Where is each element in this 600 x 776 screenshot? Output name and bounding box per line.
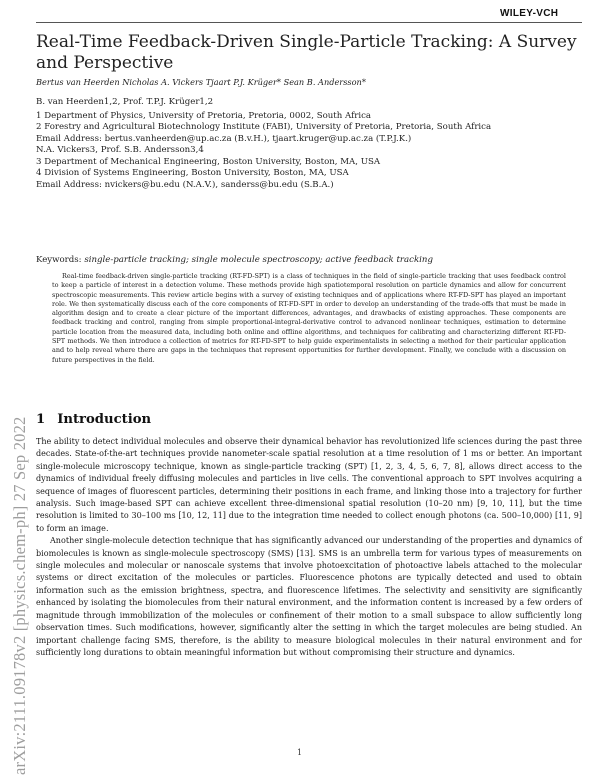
paper-title: Real-Time Feedback-Driven Single-Particle Tracking: A Survey and Perspective bbox=[36, 32, 577, 73]
section-number: 1 bbox=[36, 412, 46, 427]
affiliation-line: B. van Heerden1,2, Prof. T.P.J. Krüger1,2 bbox=[36, 97, 214, 107]
publisher-logo: WILEY-VCH bbox=[500, 8, 559, 19]
author-list: Bertus van Heerden Nicholas A. Vickers Tjaart P.J. Krüger* Sean B. Andersson* bbox=[36, 77, 366, 87]
body-text bbox=[36, 436, 582, 659]
section-heading bbox=[36, 412, 163, 427]
arxiv-stamp: arXiv:2111.09178v2 [physics.chem-ph] 27 Sep 2022 bbox=[10, 416, 29, 775]
page-number: 1 bbox=[297, 748, 303, 757]
affiliation-line: 2 Forestry and Agricultural Biotechnology Institute (FABI), University of Pretoria, Pretoria, South Africa bbox=[36, 122, 492, 133]
section-title: Introduction bbox=[57, 412, 152, 427]
affiliation-line: 3 Department of Mechanical Engineering, Boston University, Boston, MA, USA bbox=[36, 156, 381, 167]
header-rule bbox=[36, 22, 582, 23]
paragraph: Another single-molecule detection technique that has significantly advanced our understanding of the properties and dynamics of biomolecules is known as single-molecule spectroscopy (SMS) [13]. SMS is an umbrella term for various types of measurements on single molecules and molecular or nanoscale systems that involve photoexcitation of photoactive labels attached to the molecular systems or direct excitation of the molecules or particles. Fluorescence photons are typically detected and used to obtain information such as the emission brightness, spectra, and fluorescence lifetimes. The selectivity and sensitivity are significantly enhanced by isolating the biomolecules from their natural environment, and the information content is increased by a few orders of magnitude through immobilization of the molecules or confinement of their motion to a small subspace to allow sufficiently long observation times. Such modifications, however, significantly alter the setting in which the target molecules are being studied. An important challenge facing SMS, therefore, is the ability to measure biological molecules in their natural environment and for sufficiently long durations to obtain meaningful information but without compromising their structure and dynamics. bbox=[36, 536, 582, 657]
affiliation-line: 4 Division of Systems Engineering, Boston University, Boston, MA, USA bbox=[36, 168, 349, 179]
affiliations-block bbox=[36, 97, 582, 192]
email-line: Email Address: nvickers@bu.edu (N.A.V.), sanderss@bu.edu (S.B.A.) bbox=[36, 179, 334, 190]
keywords-list: single-particle tracking; single molecule spectroscopy; active feedback tracking bbox=[84, 255, 433, 265]
email-line: Email Address: bertus.vanheerden@up.ac.za (B.v.H.), tjaart.kruger@up.ac.za (T.P.J.K.) bbox=[36, 133, 412, 144]
affiliation-line: 1 Department of Physics, University of Pretoria, Pretoria, 0002, South Africa bbox=[36, 110, 372, 121]
keywords-label: Keywords: bbox=[36, 255, 82, 265]
affiliation-line: N.A. Vickers3, Prof. S.B. Andersson3,4 bbox=[36, 145, 204, 156]
abstract: Real-time feedback-driven single-particle tracking (RT-FD-SPT) is a class of techniques in the field of single-particle tracking that uses feedback control to keep a particle of interest in a detection volume. These methods provide high spatiotemporal resolution on particle dynamics and allow for concurrent spectroscopic measurements. This review article begins with a survey of existing techniques and of applications where RT-FD-SPT has played an important role. We then systematically discuss each of the core components of RT-FD-SPT in order to develop an understanding of the trade-offs that must be made in algorithm design and to create a clear picture of the important differences, advantages, and drawbacks of existing approaches. These components are feedback tracking and control, ranging from simple proportional-integral-derivative control to advanced nonlinear techniques, estimation to determine particle location from the measured data, including both online and offline algorithms, and techniques for calibrating and characterizing different RT-FD-SPT methods. We then introduce a collection of metrics for RT-FD-SPT to help guide experimentalists in selecting a method for their particular application and to help reveal where there are gaps in the techniques that represent opportunities for further development. Finally, we conclude with a discussion on future perspectives in the field. bbox=[52, 272, 566, 364]
keywords bbox=[36, 255, 582, 265]
paragraph: The ability to detect individual molecules and observe their dynamical behavior has revolutionized life sciences during the past three decades. State-of-the-art techniques provide nanometer-scale spatial resolution at a time resolution of 1 ms or better. An important single-molecule microscopy technique, known as single-particle tracking (SPT) [1, 2, 3, 4, 5, 6, 7, 8], allows direct access to the dynamics of individual freely diffusing molecules and particles in live cells. The conventional approach to SPT involves acquiring a sequence of images of fluorescent particles, determining their positions in each frame, and linking those into a trajectory for further analysis. Such image-based SPT can achieve excellent three-dimensional spatial resolution (10–20 nm) [9, 10, 11], but the time resolution is limited to 30–100 ms [10, 12, 11] due to the integration time needed to collect enough photons (ca. 500–10,000) [11, 9] to form an image. bbox=[36, 437, 582, 533]
